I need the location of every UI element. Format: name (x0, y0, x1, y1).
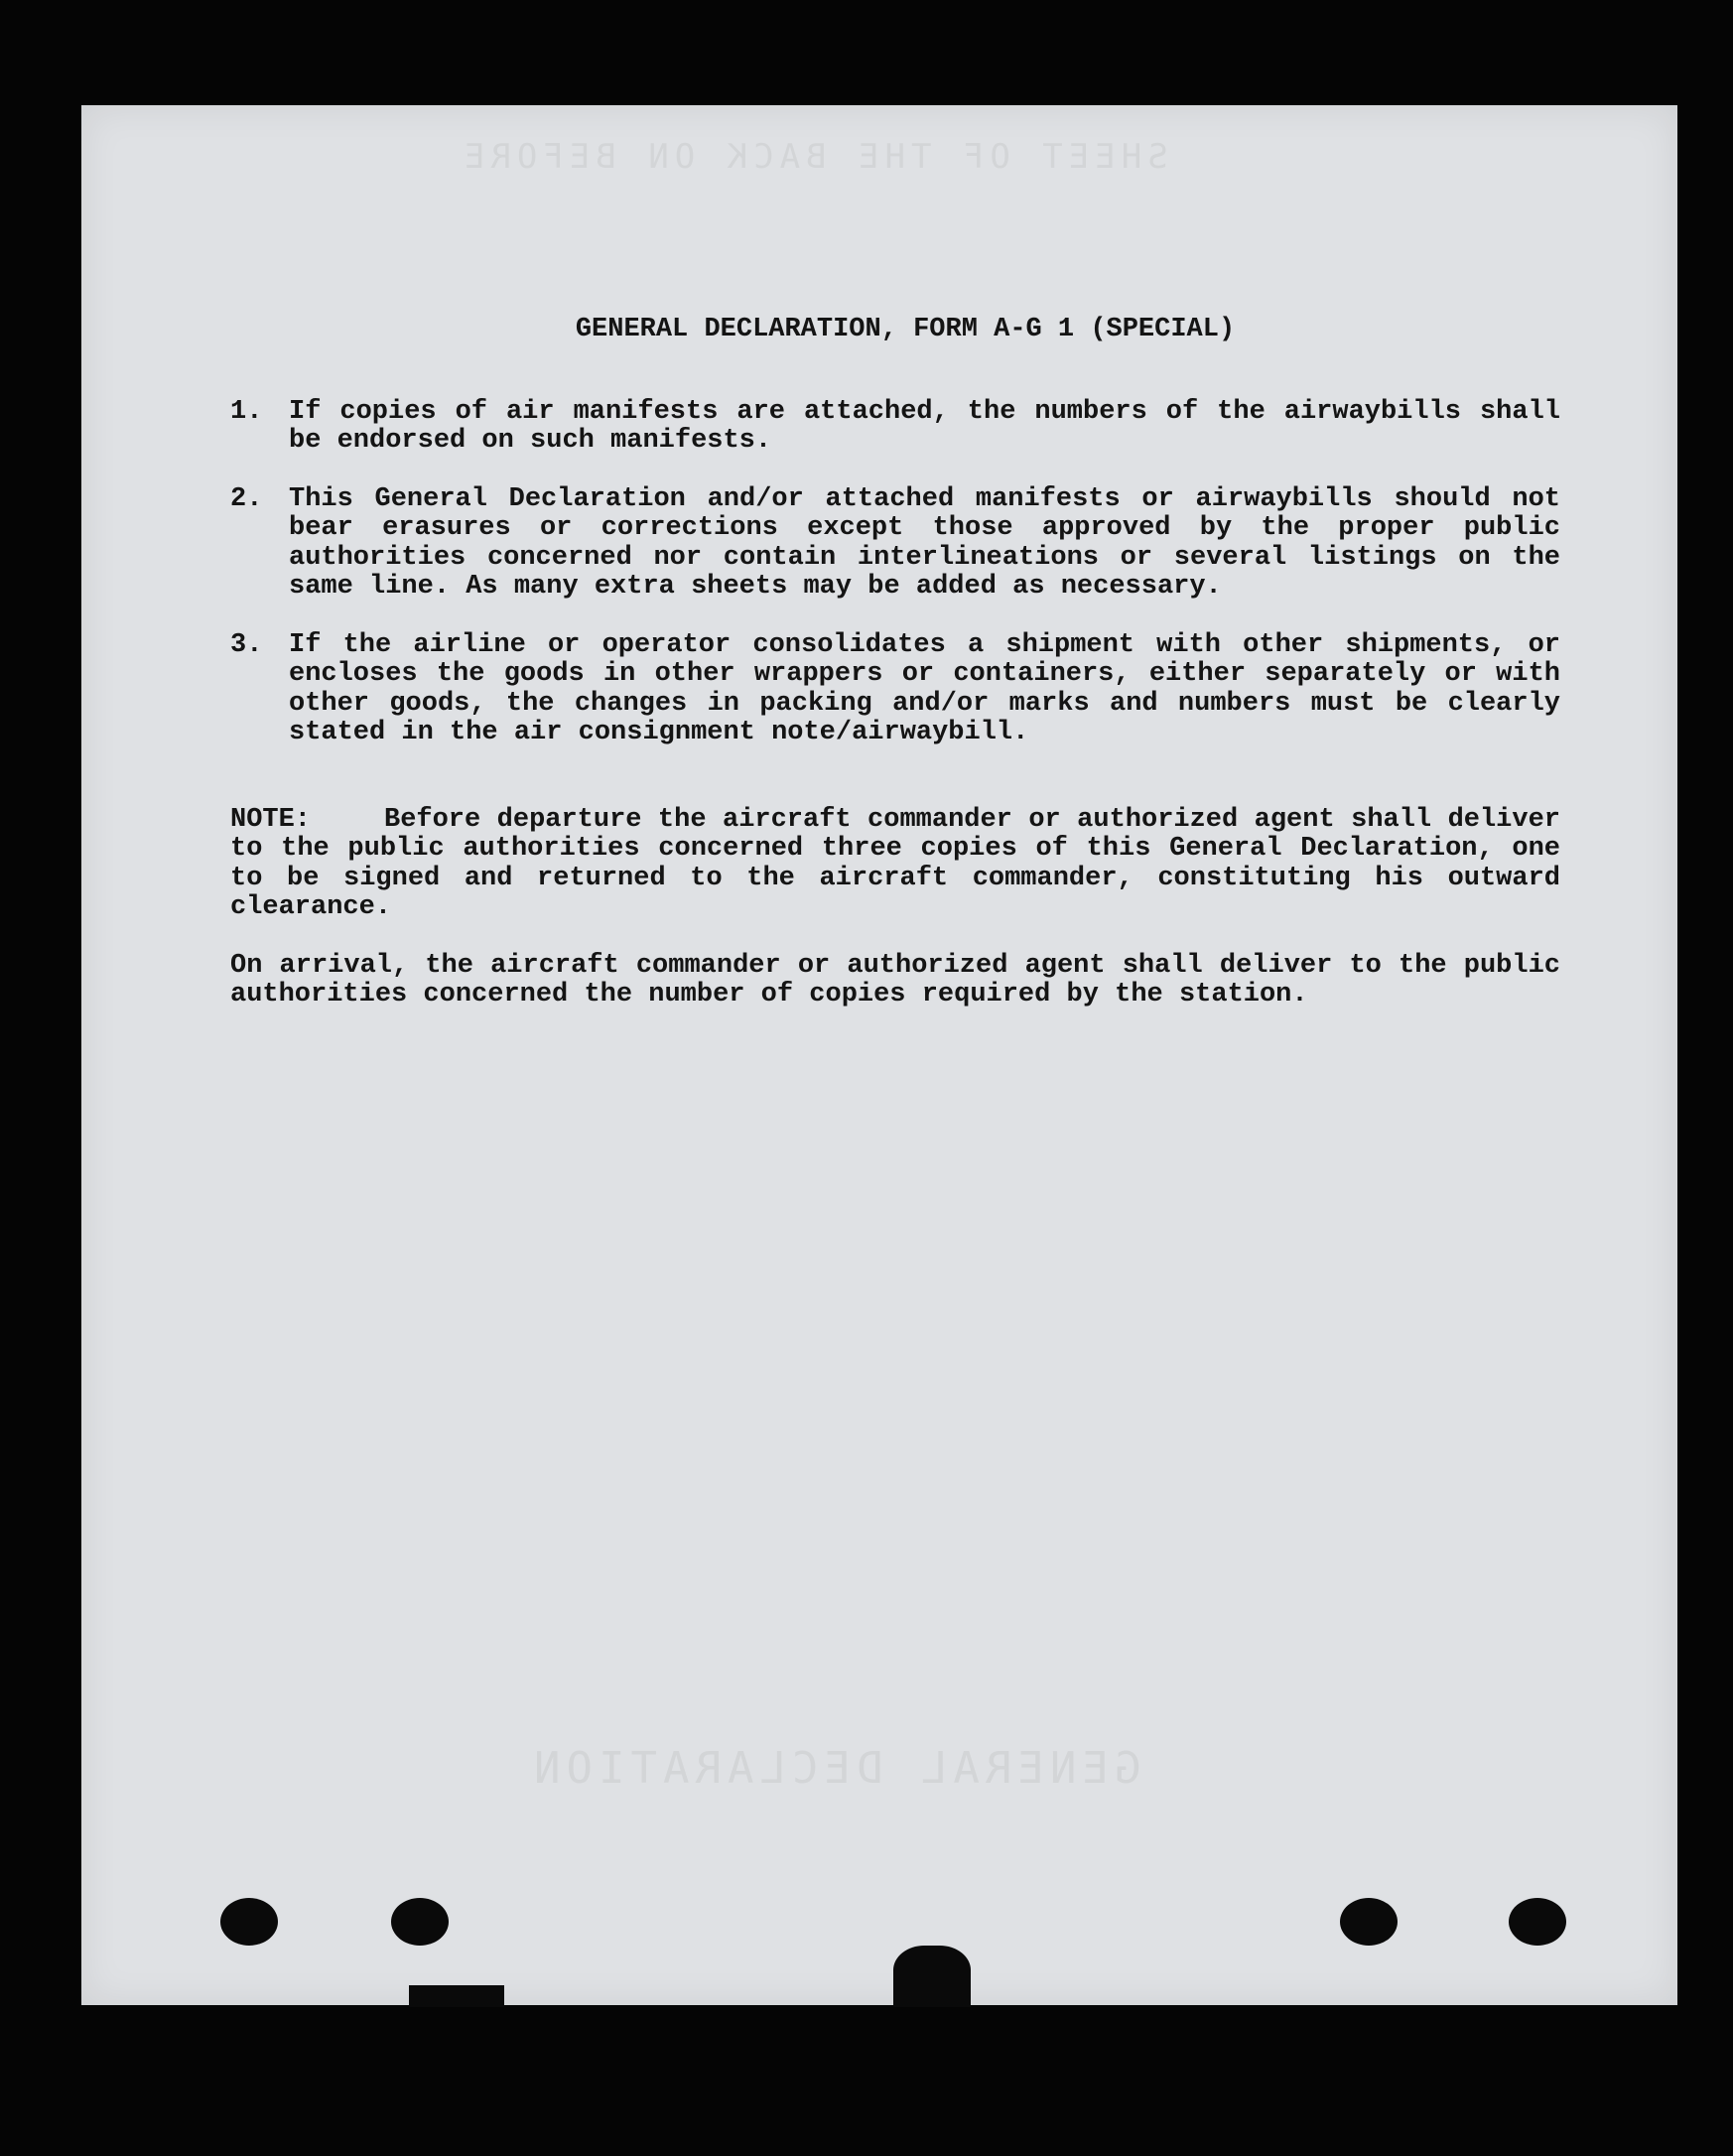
list-item (230, 631, 1560, 748)
item-text: This General Declaration and/or attached manifests or airwaybills should not bear erasures or corrections except those approved by the proper public authorities concerned nor contain interlineations or several listings on the same line. As many extra sheets may be added as necessary. (289, 483, 1560, 602)
item-text: If copies of air manifests are attached, the numbers of the airwaybills shall be endorsed on such manifests. (289, 396, 1560, 456)
note-label: NOTE: (230, 804, 312, 835)
item-number: 3. (230, 629, 263, 660)
binding-tab (409, 1985, 504, 2007)
bleed-through-text: GENERAL DECLARATION (528, 1743, 1141, 1794)
arrival-paragraph: On arrival, the aircraft commander or authorized agent shall deliver to the public authorities concerned the number of copies required by the station. (230, 950, 1560, 1010)
item-number: 1. (230, 396, 263, 427)
punch-hole (220, 1898, 278, 1946)
punch-hole (391, 1898, 449, 1946)
list-item (230, 485, 1560, 603)
bleed-through-text: SHEET OF THE BACK ON BEFORE (459, 137, 1168, 177)
document-body (230, 316, 1560, 1011)
note-paragraph (230, 806, 1560, 923)
punch-hole (1340, 1898, 1398, 1946)
document-title: GENERAL DECLARATION, FORM A-G 1 (SPECIAL) (575, 315, 1236, 344)
item-text: If the airline or operator consolidates a shipment with other shipments, or encloses the goods in other wrappers or containers, either separately or with other goods, the changes in packing and/or marks and numbers must be clearly stated in the air consignment note/airwaybill. (289, 629, 1560, 747)
note-text: Before departure the aircraft commander or authorized agent shall deliver to the public authorities concerned three copies of this General Declaration, one to be signed and returned to the aircraft commander, constituting his outward clearance. (230, 804, 1560, 922)
punch-hole (1509, 1898, 1566, 1946)
list-item (230, 398, 1560, 457)
item-number: 2. (230, 483, 263, 514)
binding-tab (893, 1946, 971, 2007)
